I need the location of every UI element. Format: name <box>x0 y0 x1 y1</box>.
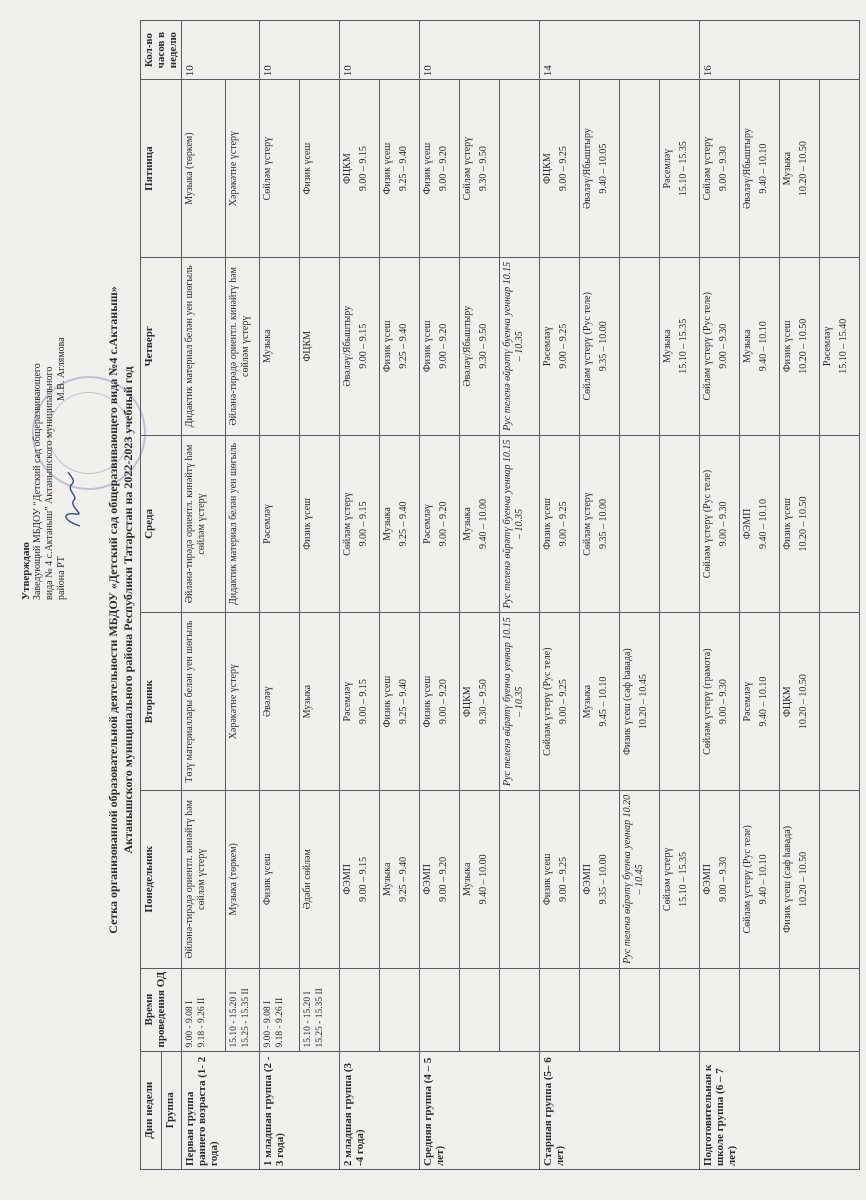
time-cell <box>580 968 620 1051</box>
activity-cell-mon <box>700 790 740 968</box>
activity-name: Физик үсеш (саф һавада) <box>782 825 793 933</box>
activity-name: Физик үсеш <box>422 320 433 373</box>
activity-cell-tue <box>460 613 500 791</box>
activity-time: 9.40 – 10.05 <box>598 143 609 194</box>
time-cell <box>780 968 820 1051</box>
activity-time: 9.40 – 10.10 <box>758 321 769 372</box>
activity-cell-thu <box>660 257 700 435</box>
activity-name: Сөйләм үстерү <box>702 136 713 201</box>
header-hours-per-week: Кол-во часов в неделю <box>141 21 182 80</box>
activity-cell-tue <box>226 613 260 791</box>
activity-name: Рус теленә өйрәтү буенча уеннар 10.15 – 10.35 <box>502 261 525 431</box>
activity-time: 9.00 – 9.25 <box>558 146 569 192</box>
activity-name: Рәсемләү <box>342 681 353 722</box>
activity-name: Музыка <box>662 329 673 364</box>
activity-cell-thu <box>260 257 300 435</box>
activity-time: 9.35 – 10.00 <box>598 854 609 905</box>
activity-cell-tue <box>700 613 740 791</box>
activity-name: Музыка <box>582 684 593 719</box>
activity-name: Әвәләү <box>262 686 273 718</box>
approval-region: района РТ <box>56 556 67 600</box>
activity-name: Рус теленә өйрәтү буенча уеннар 10.20 – 10.45 <box>622 794 645 964</box>
activity-time: 9.25 – 9.40 <box>398 856 409 902</box>
rotated-page <box>18 10 848 1180</box>
activity-name: Рәсемләү <box>422 504 433 544</box>
activity-cell-fri <box>380 80 420 258</box>
activity-name: Сөйләм үстерү <box>262 136 273 201</box>
activity-time: 9.40 – 10.10 <box>758 854 769 905</box>
activity-name: Физик үсеш <box>302 142 313 195</box>
activity-cell-thu <box>182 257 226 435</box>
activity-cell-tue <box>620 613 660 791</box>
activity-time: 9.25 – 9.40 <box>398 146 409 192</box>
activity-cell-tue <box>820 613 860 791</box>
activity-cell-fri <box>420 80 460 258</box>
activity-cell-wed <box>182 435 226 613</box>
hours-count: 16 <box>700 21 860 80</box>
activity-cell-tue <box>660 613 700 791</box>
activity-cell-fri <box>580 80 620 258</box>
activity-cell-wed <box>580 435 620 613</box>
activity-cell-thu <box>420 257 460 435</box>
activity-cell-thu <box>620 257 660 435</box>
activity-name: Рәсемләү <box>542 326 553 367</box>
hours-count: 14 <box>540 21 700 80</box>
activity-cell-mon <box>340 790 380 968</box>
activity-cell-tue <box>580 613 620 791</box>
activity-name: ФЭМП <box>422 864 433 895</box>
schedule-table <box>140 20 860 1170</box>
table-row <box>780 21 820 1170</box>
approval-name: М.В. Аглямова <box>56 337 67 402</box>
activity-time: 9.00 – 9.20 <box>438 146 449 192</box>
activity-time: 9.00 – 9.20 <box>438 323 449 369</box>
activity-cell-tue <box>500 613 540 791</box>
activity-name: Сөйләм үстерү (Рус теле) <box>742 825 753 934</box>
table-row <box>540 21 580 1170</box>
approval-block <box>20 170 68 600</box>
activity-time: 9.40 – 10.00 <box>478 498 489 549</box>
activity-name: Төзү материаллары белән уен шөгыль <box>184 620 195 783</box>
activity-time: 10.20 – 10.45 <box>638 674 649 730</box>
group-name: Старшая группа (5– 6 лет) <box>540 1051 700 1169</box>
header-time: Время проведения ОД <box>141 968 182 1051</box>
activity-cell-tue <box>260 613 300 791</box>
activity-cell-wed <box>820 435 860 613</box>
activity-cell-mon <box>820 790 860 968</box>
table-row <box>460 21 500 1170</box>
activity-cell-mon <box>620 790 660 968</box>
activity-time: 9.25 – 9.40 <box>398 501 409 547</box>
activity-cell-mon <box>660 790 700 968</box>
activity-name: Сөйләм үстерү (Рус теле) <box>542 647 553 756</box>
time-cell: 15.10 - 15.20 I 15.25 - 15.35 II <box>226 968 260 1051</box>
activity-name: ФЭМП <box>582 864 593 895</box>
activity-time: 10.20 – 10.50 <box>798 674 809 730</box>
activity-name: Әйләнә-тирәдә ориентл. кинәйтү һәм сөйләм үстерү <box>184 800 207 959</box>
activity-time: 9.00 – 9.15 <box>358 856 369 902</box>
activity-time: 9.00 – 9.30 <box>718 323 729 369</box>
activity-name: Дидактик материал белән уен шөгыль <box>184 265 195 428</box>
activity-time: 9.00 – 9.25 <box>558 679 569 725</box>
activity-cell-wed <box>660 435 700 613</box>
activity-cell-tue <box>540 613 580 791</box>
time-cell <box>500 968 540 1051</box>
activity-cell-tue <box>740 613 780 791</box>
activity-name: Сөйләм үстерү (Рус теле) <box>702 469 713 579</box>
activity-cell-fri <box>226 80 260 258</box>
hours-count: 10 <box>420 21 540 80</box>
activity-cell-thu <box>380 257 420 435</box>
activity-cell-wed <box>540 435 580 613</box>
activity-name: Сөйләм үстерү <box>662 847 673 912</box>
header-row-days <box>141 21 162 1170</box>
activity-cell-mon <box>260 790 300 968</box>
activity-cell-thu <box>500 257 540 435</box>
activity-name: Физик үсеш <box>382 142 393 195</box>
activity-time: 9.30 – 9.50 <box>478 146 489 192</box>
approval-heading: Утверждаю <box>20 542 32 600</box>
activity-cell-tue <box>780 613 820 791</box>
activity-cell-thu <box>300 257 340 435</box>
title-line-2: Актанышского муниципального района Республики Татарстан на 2022-2023 учебный год <box>121 366 135 854</box>
time-cell <box>700 968 740 1051</box>
activity-time: 9.35 – 10.00 <box>598 321 609 372</box>
approval-line-3 <box>56 170 68 600</box>
activity-cell-mon <box>420 790 460 968</box>
activity-cell-thu <box>820 257 860 435</box>
hours-count: 10 <box>260 21 340 80</box>
activity-name: Сөйләм үстерү (Рус теле) <box>582 292 593 401</box>
time-cell <box>820 968 860 1051</box>
activity-time: 9.25 – 9.40 <box>398 679 409 725</box>
activity-time: 9.40 – 10.00 <box>478 854 489 905</box>
header-thursday: Четверг <box>141 257 182 435</box>
activity-name: Әвәләү/Ябыштыру <box>742 128 753 209</box>
activity-cell-mon <box>182 790 226 968</box>
activity-cell-wed <box>460 435 500 613</box>
activity-cell-tue <box>340 613 380 791</box>
activity-name: Физик үсеш <box>262 853 273 906</box>
header-tuesday: Вторник <box>141 613 182 791</box>
activity-cell-fri <box>182 80 226 258</box>
activity-cell-fri <box>820 80 860 258</box>
activity-cell-wed <box>260 435 300 613</box>
activity-name: ФЭМП <box>702 864 713 895</box>
activity-name: Музыка <box>462 862 473 897</box>
activity-cell-mon <box>580 790 620 968</box>
activity-name: ФЭМП <box>742 508 753 540</box>
activity-name: Әйләнә-тирәдә ориентл. кинәйтү һәм сөйләм үстерү <box>228 267 251 426</box>
activity-name: Әвәләү/Ябыштыру <box>582 128 593 209</box>
activity-cell-tue <box>300 613 340 791</box>
activity-name: ФЦКМ <box>302 330 313 362</box>
activity-cell-tue <box>420 613 460 791</box>
table-row <box>340 21 380 1170</box>
activity-time: 9.25 – 9.40 <box>398 323 409 369</box>
activity-name: Әйләнә-тирәдә ориентл. кинәйтү һәм сөйләм үстерү <box>184 444 207 604</box>
activity-cell-mon <box>380 790 420 968</box>
approval-line-2: вида № 4 с.Актаныш” Актанышского муниципального <box>44 366 55 600</box>
table-row <box>182 21 226 1170</box>
activity-time: 9.35 – 10.00 <box>598 498 609 549</box>
group-name: Подготовительная к школе группа (6 – 7 лет) <box>700 1051 860 1169</box>
activity-time: 9.40 – 10.10 <box>758 676 769 727</box>
activity-name: Музыка <box>382 507 393 541</box>
activity-name: Музыка <box>382 862 393 897</box>
header-wednesday: Среда <box>141 435 182 613</box>
activity-cell-fri <box>300 80 340 258</box>
activity-time: 9.30 – 9.50 <box>478 679 489 725</box>
activity-name: ФЦКМ <box>782 686 793 717</box>
activity-name: Физик үсеш <box>382 320 393 373</box>
activity-name: Сөйләм үстерү <box>462 136 473 201</box>
activity-time: 9.00 – 9.20 <box>438 679 449 725</box>
activity-time: 10.20 – 10.50 <box>798 496 809 552</box>
group-name: 1 младшая группа (2 - 3 года) <box>260 1051 340 1169</box>
activity-name: Физик үсеш <box>422 142 433 195</box>
activity-time: 9.00 – 9.15 <box>358 146 369 192</box>
activity-cell-wed <box>500 435 540 613</box>
activity-time: 9.40 – 10.10 <box>758 143 769 194</box>
time-cell <box>660 968 700 1051</box>
table-row <box>380 21 420 1170</box>
header-monday: Понедельник <box>141 790 182 968</box>
activity-name: Физик үсеш <box>382 675 393 728</box>
table-row <box>740 21 780 1170</box>
activity-name: Музыка <box>262 329 273 364</box>
activity-name: Физик үсеш <box>302 498 313 550</box>
activity-cell-fri <box>620 80 660 258</box>
table-row <box>226 21 260 1170</box>
activity-name: Физик үсеш <box>542 498 553 550</box>
activity-time: 9.00 – 9.25 <box>558 501 569 547</box>
activity-cell-mon <box>226 790 260 968</box>
activity-cell-wed <box>380 435 420 613</box>
activity-name: Музыка <box>302 684 313 719</box>
activity-cell-wed <box>780 435 820 613</box>
group-name: Средняя группа (4 – 5 лет) <box>420 1051 540 1169</box>
activity-cell-fri <box>260 80 300 258</box>
activity-name: Физик үсеш <box>782 498 793 550</box>
header-friday: Пятница <box>141 80 182 258</box>
activity-name: Рәсемләү <box>742 681 753 722</box>
activity-cell-mon <box>780 790 820 968</box>
activity-name: Әвәләү/Ябыштыру <box>342 305 353 387</box>
activity-name: Музыка (төркем) <box>184 132 195 205</box>
activity-name: Хәрәкәтне үстерү <box>228 663 239 740</box>
activity-cell-fri <box>740 80 780 258</box>
activity-time: 10.20 – 10.50 <box>798 141 809 197</box>
time-cell: 15.10 - 15.20 I 15.25 - 15.35 II <box>300 968 340 1051</box>
activity-time: 9.00 – 9.15 <box>358 501 369 547</box>
activity-cell-fri <box>500 80 540 258</box>
table-row <box>820 21 860 1170</box>
time-cell <box>420 968 460 1051</box>
activity-cell-fri <box>700 80 740 258</box>
approval-line-1: Заведующий МБДОУ “Детский сад общеразвивающего <box>32 363 43 600</box>
activity-cell-thu <box>740 257 780 435</box>
activity-name: Рус теленә өйрәтү буенча уеннар 10.15 – 10.35 <box>502 439 525 609</box>
time-cell <box>620 968 660 1051</box>
activity-time: 9.00 – 9.30 <box>718 501 729 547</box>
hours-count: 10 <box>340 21 420 80</box>
activity-cell-fri <box>460 80 500 258</box>
activity-cell-fri <box>340 80 380 258</box>
activity-name: Рус теленә өйрәтү буенча уеннар 10.15 – 10.35 <box>502 617 525 787</box>
activity-cell-thu <box>700 257 740 435</box>
activity-time: 15.10 – 15.35 <box>678 141 689 197</box>
table-row <box>620 21 660 1170</box>
title-line-1: Сетка организованной образовательной деятельности МБДОУ «Детский сад общеразвивающего вида №4 с.Актаныш» <box>106 286 120 934</box>
activity-cell-wed <box>620 435 660 613</box>
activity-time: 9.40 – 10.10 <box>758 498 769 549</box>
activity-name: Музыка <box>462 507 473 541</box>
activity-time: 15.10 – 15.40 <box>838 318 849 374</box>
time-cell: 9.00 - 9.08 I 9.18 - 9.26 II <box>260 968 300 1051</box>
activity-time: 15.10 – 15.35 <box>678 318 689 374</box>
activity-name: Сөйләм үстерү (грамота) <box>702 648 713 755</box>
activity-cell-thu <box>460 257 500 435</box>
activity-name: Әдәби сөйләм <box>302 849 313 910</box>
activity-name: Рәсемләү <box>262 504 273 544</box>
activity-name: Әвәләү/Ябыштыру <box>462 305 473 387</box>
activity-name: ФЭМП <box>342 864 353 895</box>
activity-cell-mon <box>300 790 340 968</box>
table-row <box>420 21 460 1170</box>
activity-cell-thu <box>226 257 260 435</box>
activity-cell-wed <box>340 435 380 613</box>
activity-cell-wed <box>226 435 260 613</box>
schedule-body <box>182 21 860 1170</box>
table-row <box>260 21 300 1170</box>
activity-cell-wed <box>700 435 740 613</box>
activity-time: 9.00 – 9.15 <box>358 679 369 725</box>
activity-time: 9.00 – 9.30 <box>718 146 729 192</box>
activity-cell-mon <box>460 790 500 968</box>
activity-cell-fri <box>660 80 700 258</box>
hours-count: 10 <box>182 21 260 80</box>
table-row <box>700 21 740 1170</box>
activity-cell-wed <box>300 435 340 613</box>
activity-cell-mon <box>500 790 540 968</box>
activity-cell-mon <box>540 790 580 968</box>
activity-cell-tue <box>182 613 226 791</box>
activity-cell-wed <box>420 435 460 613</box>
activity-cell-tue <box>380 613 420 791</box>
activity-name: Физик үсеш <box>422 675 433 728</box>
table-row <box>660 21 700 1170</box>
table-row <box>500 21 540 1170</box>
activity-time: 9.00 – 9.20 <box>438 856 449 902</box>
activity-name: Музыка <box>742 329 753 364</box>
time-cell: 9.00 - 9.08 I 9.18 - 9.26 II <box>182 968 226 1051</box>
activity-time: 15.10 – 15.35 <box>678 851 689 907</box>
activity-name: Физик үсеш <box>542 853 553 906</box>
table-row <box>300 21 340 1170</box>
activity-name: Сөйләм үстерү <box>342 492 353 556</box>
activity-time: 9.00 – 9.20 <box>438 501 449 547</box>
table-row <box>580 21 620 1170</box>
activity-name: Дидактик материал белән уен шөгыль <box>228 442 239 605</box>
activity-cell-fri <box>540 80 580 258</box>
activity-cell-mon <box>740 790 780 968</box>
activity-time: 9.30 – 9.50 <box>478 323 489 369</box>
activity-time: 10.20 – 10.50 <box>798 318 809 374</box>
activity-name: ФЦКМ <box>542 153 553 184</box>
time-cell <box>340 968 380 1051</box>
time-cell <box>380 968 420 1051</box>
time-cell <box>540 968 580 1051</box>
group-name: 2 младшая группа (3 -4 года) <box>340 1051 420 1169</box>
time-cell <box>740 968 780 1051</box>
activity-name: Рәсемләү <box>822 326 833 367</box>
activity-time: 9.00 – 9.15 <box>358 323 369 369</box>
activity-name: ФЦКМ <box>462 686 473 717</box>
activity-name: Физик үсеш <box>782 320 793 373</box>
activity-name: Рәсемләү <box>662 148 673 189</box>
activity-time: 10.20 – 10.50 <box>798 851 809 907</box>
time-cell <box>460 968 500 1051</box>
document-title <box>106 120 136 1100</box>
activity-cell-fri <box>780 80 820 258</box>
activity-time: 9.00 – 9.30 <box>718 679 729 725</box>
activity-time: 9.00 – 9.30 <box>718 856 729 902</box>
header-group: Группа <box>161 1051 182 1169</box>
activity-name: Физик үсеш (саф һавада) <box>622 648 633 756</box>
activity-name: Хәрәкәтне үстерү <box>228 130 239 207</box>
group-name: Первая группа раннего возраста (1- 2 года) <box>182 1051 260 1169</box>
activity-time: 9.00 – 9.25 <box>558 856 569 902</box>
activity-cell-wed <box>740 435 780 613</box>
activity-time: 9.45 – 10.10 <box>598 676 609 727</box>
activity-name: Музыка (төркем) <box>228 843 239 916</box>
activity-cell-thu <box>580 257 620 435</box>
activity-cell-thu <box>780 257 820 435</box>
activity-name: Музыка <box>782 151 793 186</box>
activity-name: Сөйләм үстерү <box>582 492 593 556</box>
activity-time: 9.00 – 9.25 <box>558 323 569 369</box>
activity-cell-thu <box>540 257 580 435</box>
activity-name: Сөйләм үстерү (Рус теле) <box>702 292 713 401</box>
header-days-label: Дни недели <box>141 1051 162 1169</box>
activity-name: ФЦКМ <box>342 153 353 184</box>
activity-cell-thu <box>340 257 380 435</box>
